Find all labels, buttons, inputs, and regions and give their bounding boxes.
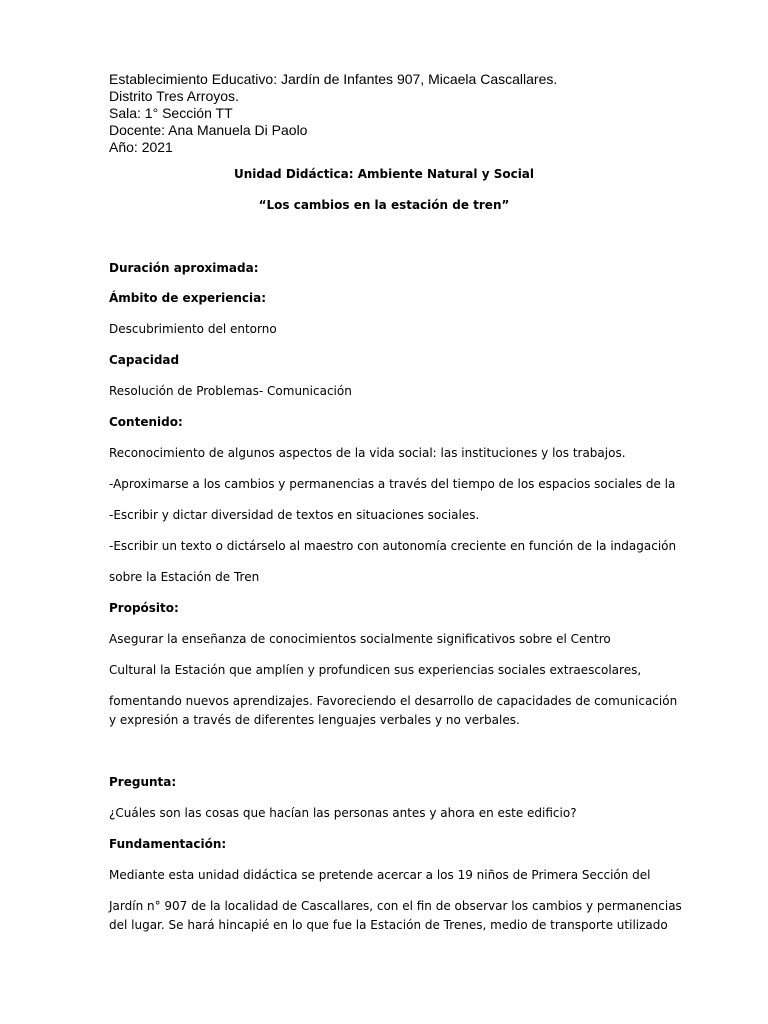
content-line-3: -Escribir y dictar diversidad de textos en situaciones sociales. [109,508,480,522]
unit-title: Unidad Didáctica: Ambiente Natural y Social [233,167,535,181]
rationale-line-3: del lugar. Se hará hincapié en lo que fue la Estación de Trenes, medio de transporte utilizado [109,918,668,932]
rationale-label: Fundamentación: [109,837,227,851]
header-district: Distrito Tres Arroyos. [109,88,239,104]
header-room: Sala: 1° Sección TT [109,105,233,121]
rationale-line-2: Jardín n° 907 de la localidad de Cascallares, con el fin de observar los cambios y permanencias [109,899,682,913]
capacity-value: Resolución de Problemas- Comunicación [109,384,352,398]
header-teacher: Docente: Ana Manuela Di Paolo [109,122,308,138]
header-year: Año: 2021 [109,139,173,155]
content-line-4: -Escribir un texto o dictárselo al maestro con autonomía creciente en función de la indagación [109,539,677,553]
document-header [109,71,557,156]
purpose-line-2: Cultural la Estación que amplíen y profundicen sus experiencias sociales extraescolares, [109,663,642,677]
question-label: Pregunta: [109,775,177,789]
scope-value: Descubrimiento del entorno [109,322,277,336]
duration-label: Duración aproximada: [109,261,259,275]
content-label: Contenido: [109,415,183,429]
content-line-5: sobre la Estación de Tren [109,570,260,584]
header-school: Establecimiento Educativo: Jardín de Infantes 907, Micaela Cascallares. [109,71,558,87]
capacity-label: Capacidad [109,353,180,367]
content-line-1: Reconocimiento de algunos aspectos de la vida social: las instituciones y los trabajos. [109,446,626,460]
content-line-2: -Aproximarse a los cambios y permanencias a través del tiempo de los espacios sociales de la [109,477,676,491]
rationale-line-1: Mediante esta unidad didáctica se pretende acercar a los 19 niños de Primera Sección del [109,868,651,882]
question-value: ¿Cuáles son las cosas que hacían las personas antes y ahora en este edificio? [109,806,577,820]
unit-subtitle: “Los cambios en la estación de tren” [258,198,510,212]
purpose-label: Propósito: [109,601,179,615]
purpose-line-3: fomentando nuevos aprendizajes. Favoreciendo el desarrollo de capacidades de comunicación [109,694,678,708]
purpose-line-4: y expresión a través de diferentes lenguajes verbales y no verbales. [109,713,520,727]
scope-label: Ámbito de experiencia: [109,291,267,305]
purpose-line-1: Asegurar la enseñanza de conocimientos socialmente significativos sobre el Centro [109,632,611,646]
